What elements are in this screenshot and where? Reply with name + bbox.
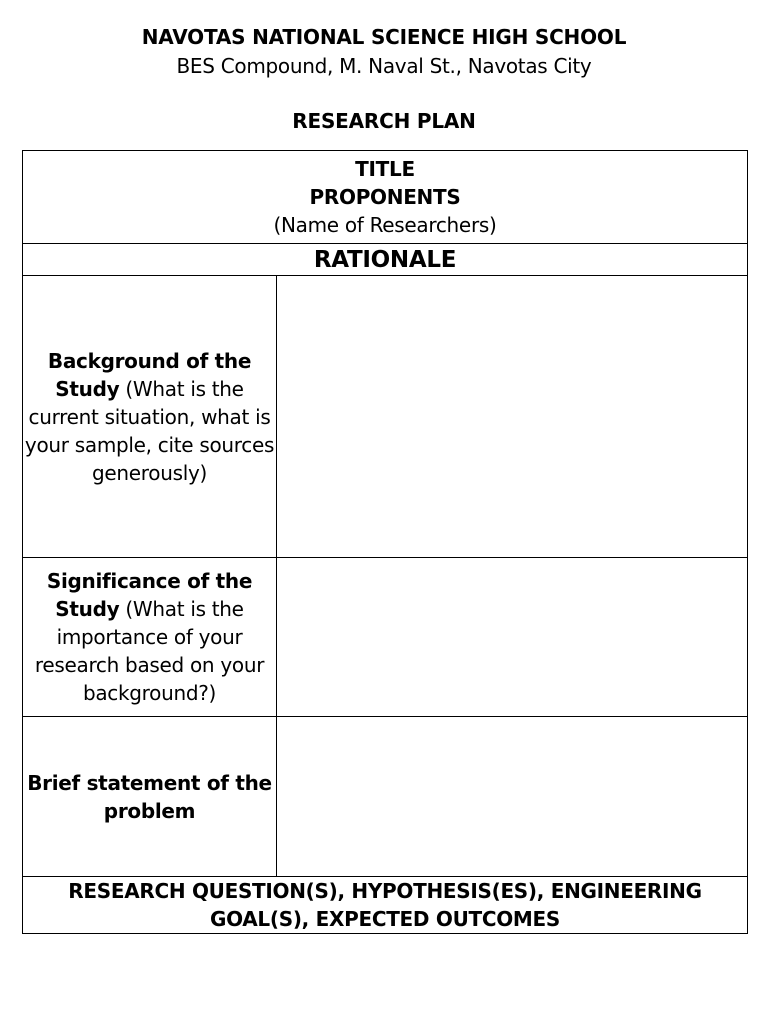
background-label — [25, 349, 274, 485]
significance-row — [23, 558, 748, 717]
rationale-heading — [23, 244, 748, 276]
rationale-row — [23, 244, 748, 276]
document-title: RESEARCH PLAN — [292, 109, 476, 133]
background-label-note: (What is the current situation, what is your sample, cite sources generously) — [24, 376, 275, 485]
rationale-label: RATIONALE — [313, 246, 457, 273]
research-questions-line2: GOAL(S), EXPECTED OUTCOMES — [209, 907, 561, 931]
title-label: TITLE — [355, 157, 415, 181]
title-cell[interactable] — [23, 151, 748, 244]
problem-content-cell[interactable] — [277, 717, 748, 877]
significance-content-cell[interactable] — [277, 558, 748, 717]
proponents-note: (Name of Researchers) — [273, 213, 497, 237]
background-row — [23, 276, 748, 558]
school-name: NAVOTAS NATIONAL SCIENCE HIGH SCHOOL — [141, 25, 627, 49]
problem-label-cell — [23, 717, 277, 877]
research-questions-line1: RESEARCH QUESTION(S), HYPOTHESIS(ES), ENGINEERING — [68, 879, 702, 903]
background-content-cell[interactable] — [277, 276, 748, 558]
research-questions-row — [23, 877, 748, 934]
research-questions-heading — [23, 877, 748, 934]
background-label-cell — [23, 276, 277, 558]
school-address: BES Compound, M. Naval St., Navotas City — [176, 54, 592, 78]
title-row — [23, 151, 748, 244]
problem-label: Brief statement of the problem — [27, 770, 272, 823]
significance-label — [35, 569, 264, 705]
problem-row — [23, 717, 748, 877]
significance-label-note: (What is the importance of your research based on your background?) — [34, 597, 265, 705]
research-plan-table — [22, 150, 748, 934]
background-label-bold: Background of the Study — [47, 348, 252, 401]
significance-label-cell — [23, 558, 277, 717]
proponents-label: PROPONENTS — [309, 185, 461, 209]
significance-label-bold: Significance of the Study — [46, 569, 253, 621]
